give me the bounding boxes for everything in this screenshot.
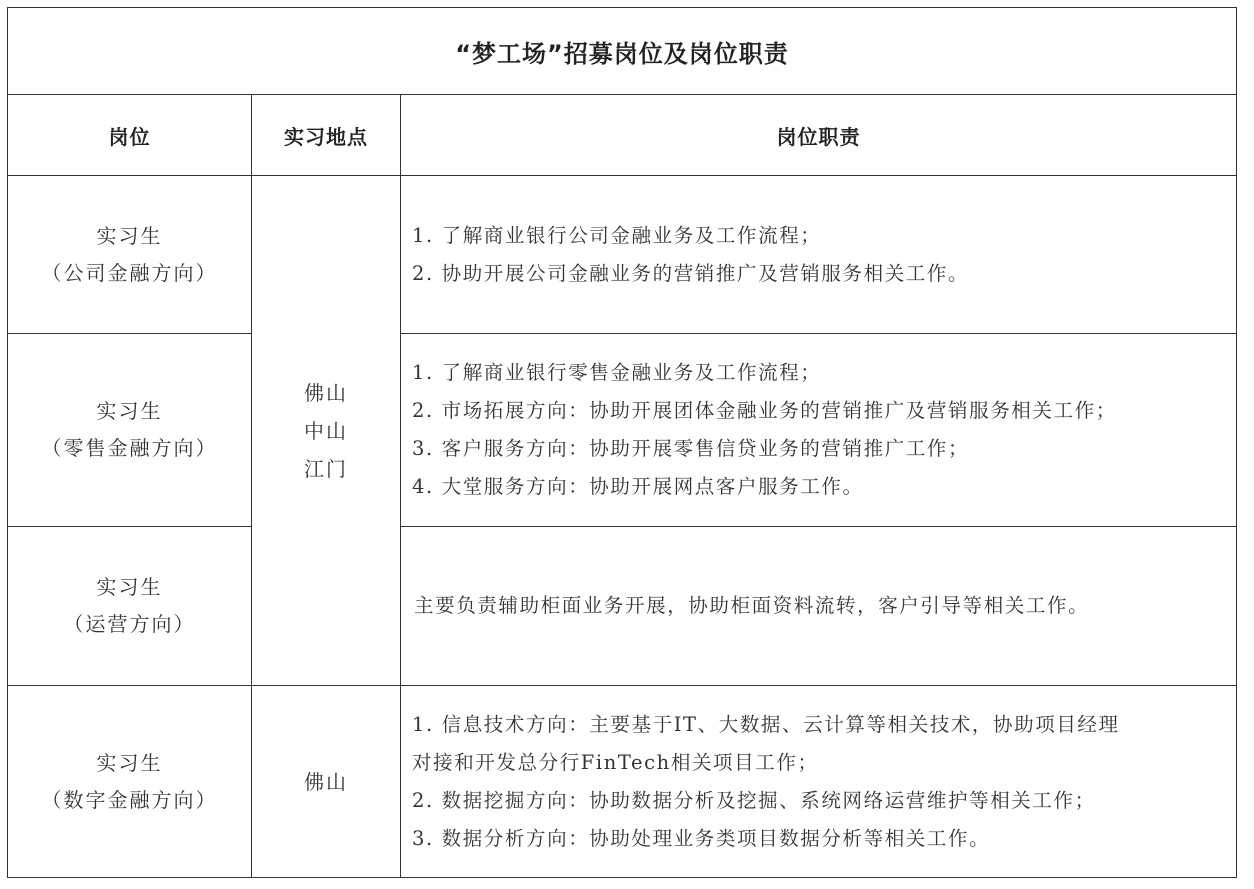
position-cell <box>8 686 252 878</box>
location-name: 中山 <box>304 418 348 443</box>
header-position: 岗位 <box>8 95 252 176</box>
duty-line: 2. 数据挖掘方向：协助数据分析及挖掘、系统网络运营维护等相关工作； <box>412 788 1096 812</box>
table-title: “梦工场”招募岗位及岗位职责 <box>8 8 1237 95</box>
position-title: 实习生 <box>96 575 163 599</box>
duty-line: 3. 数据分析方向：协助处理业务类项目数据分析等相关工作。 <box>412 826 991 850</box>
location-name: 佛山 <box>304 380 348 405</box>
header-duties: 岗位职责 <box>401 95 1237 176</box>
location-cell-merged <box>252 176 401 686</box>
header-location: 实习地点 <box>252 95 401 176</box>
duty-line: 1. 了解商业银行公司金融业务及工作流程； <box>412 223 822 247</box>
location-cell-digital <box>252 686 401 878</box>
duty-line: 2. 市场拓展方向：协助开展团体金融业务的营销推广及营销服务相关工作； <box>412 399 1117 422</box>
location-name: 江门 <box>304 456 348 481</box>
duty-line: 2. 协助开展公司金融业务的营销推广及营销服务相关工作。 <box>412 261 970 285</box>
position-direction: （数字金融方向） <box>41 787 218 812</box>
recruitment-table <box>7 7 1237 878</box>
position-direction: （零售金融方向） <box>41 436 218 460</box>
duties-cell <box>401 527 1237 686</box>
position-cell <box>8 176 252 334</box>
duties-cell <box>401 334 1237 527</box>
position-title: 实习生 <box>96 399 163 423</box>
duty-line: 3. 客户服务方向：协助开展零售信贷业务的营销推广工作； <box>412 437 970 460</box>
table-row <box>8 334 1237 527</box>
table-row <box>8 176 1237 334</box>
duties-cell <box>401 176 1237 334</box>
position-cell <box>8 527 252 686</box>
position-title: 实习生 <box>96 750 163 775</box>
duty-line: 1. 了解商业银行零售金融业务及工作流程； <box>412 361 822 384</box>
table-row <box>8 686 1237 878</box>
location-name: 佛山 <box>304 769 348 794</box>
position-title: 实习生 <box>96 223 163 248</box>
duty-line: 主要负责辅助柜面业务开展，协助柜面资料流转，客户引导等相关工作。 <box>414 594 1090 617</box>
position-direction: （运营方向） <box>63 612 196 636</box>
duties-cell <box>401 686 1237 878</box>
duty-line: 1. 信息技术方向：主要基于IT、大数据、云计算等相关技术，协助项目经理 <box>412 712 1120 736</box>
position-direction: （公司金融方向） <box>41 260 218 285</box>
duty-line: 对接和开发总分行FinTech相关项目工作； <box>412 750 819 774</box>
table-row <box>8 527 1237 686</box>
duty-line: 4. 大堂服务方向：协助开展网点客户服务工作。 <box>412 475 864 498</box>
position-cell <box>8 334 252 527</box>
